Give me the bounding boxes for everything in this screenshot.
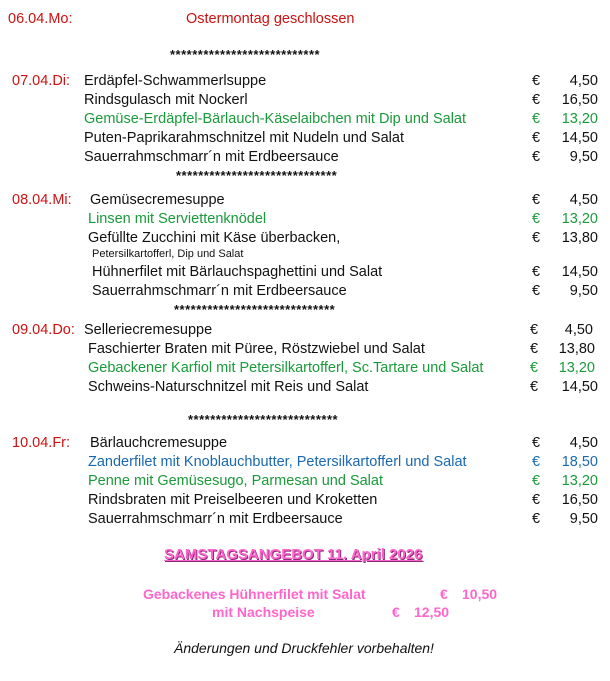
menu-item-price: 14,50 bbox=[561, 379, 598, 395]
day-date-tuesday: 07.04.Di: bbox=[12, 73, 71, 89]
euro-sign: € bbox=[530, 379, 539, 395]
menu-item-name: Selleriecremesuppe bbox=[84, 322, 213, 338]
euro-sign: € bbox=[532, 435, 541, 451]
euro-sign: € bbox=[532, 192, 541, 208]
menu-item-name: Zanderfilet mit Knoblauchbutter, Petersilkartofferl und Salat bbox=[88, 454, 467, 470]
day-date-friday: 10.04.Fr: bbox=[12, 435, 71, 451]
menu-item-price: 13,20 bbox=[561, 473, 598, 489]
euro-sign: € bbox=[530, 341, 539, 357]
day-date-thursday: 09.04.Do: bbox=[12, 322, 75, 338]
menu-item-price: 13,20 bbox=[561, 111, 598, 127]
euro-sign: € bbox=[532, 149, 541, 165]
special-offer-title: SAMSTAGSANGEBOT 11. April 2026 bbox=[164, 546, 423, 563]
menu-item-name: Gefüllte Zucchini mit Käse überbacken, bbox=[88, 230, 341, 246]
menu-item-price: 4,50 bbox=[569, 73, 598, 89]
menu-item-price: 18,50 bbox=[561, 454, 598, 470]
menu-item-price: 13,20 bbox=[561, 211, 598, 227]
menu-item-price: 9,50 bbox=[569, 149, 598, 165]
menu-item-price: 13,20 bbox=[558, 360, 595, 376]
euro-sign: € bbox=[532, 492, 541, 508]
menu-item-name: Sauerrahmschmarr´n mit Erdbeersauce bbox=[84, 149, 339, 165]
euro-sign: € bbox=[532, 211, 541, 227]
menu-item-name: Linsen mit Serviettenknödel bbox=[88, 211, 267, 227]
menu-item-name: Sauerrahmschmarr´n mit Erdbeersauce bbox=[88, 511, 343, 527]
menu-item-name: Rindsbraten mit Preiselbeeren und Kroketten bbox=[88, 492, 378, 508]
day-date-monday: 06.04.Mo: bbox=[8, 11, 73, 27]
euro-sign: € bbox=[532, 92, 541, 108]
day-date-wednesday: 08.04.Mi: bbox=[12, 192, 72, 208]
menu-item-price: 4,50 bbox=[564, 322, 593, 338]
menu-item-subtitle: Petersilkartofferl, Dip und Salat bbox=[92, 248, 244, 260]
menu-item-price: 14,50 bbox=[561, 264, 598, 280]
menu-item-price: 13,80 bbox=[558, 341, 595, 357]
separator-stars: *************************** bbox=[188, 412, 339, 427]
special-item-price: 10,50 bbox=[462, 586, 498, 602]
menu-item-price: 9,50 bbox=[569, 511, 598, 527]
menu-item-name: Puten-Paprikarahmschnitzel mit Nudeln und Salat bbox=[84, 130, 404, 146]
euro-sign: € bbox=[532, 230, 541, 246]
euro-sign: € bbox=[532, 73, 541, 89]
menu-item-price: 16,50 bbox=[561, 492, 598, 508]
separator-stars: *************************** bbox=[170, 47, 321, 62]
euro-sign: € bbox=[532, 130, 541, 146]
menu-item-name: Hühnerfilet mit Bärlauchspaghettini und Salat bbox=[92, 264, 383, 280]
menu-item-price: 4,50 bbox=[569, 192, 598, 208]
menu-item-price: 13,80 bbox=[561, 230, 598, 246]
menu-item-price: 16,50 bbox=[561, 92, 598, 108]
menu-item-name: Gebackener Karfiol mit Petersilkartofferl, Sc.Tartare und Salat bbox=[88, 360, 484, 376]
euro-sign: € bbox=[392, 604, 400, 620]
closed-notice: Ostermontag geschlossen bbox=[186, 11, 355, 27]
euro-sign: € bbox=[532, 283, 541, 299]
euro-sign: € bbox=[532, 111, 541, 127]
separator-stars: ***************************** bbox=[176, 168, 338, 183]
menu-item-name: Gemüse-Erdäpfel-Bärlauch-Käselaibchen mit Dip und Salat bbox=[84, 111, 467, 127]
menu-item-name: Gemüsecremesuppe bbox=[90, 192, 225, 208]
menu-item-price: 4,50 bbox=[569, 435, 598, 451]
menu-item-name: Faschierter Braten mit Püree, Röstzwiebel und Salat bbox=[88, 341, 425, 357]
euro-sign: € bbox=[440, 586, 448, 602]
special-item-addon-price: 12,50 bbox=[414, 604, 450, 620]
euro-sign: € bbox=[532, 511, 541, 527]
euro-sign: € bbox=[532, 454, 541, 470]
menu-item-name: Penne mit Gemüsesugo, Parmesan und Salat bbox=[88, 473, 383, 489]
menu-item-price: 9,50 bbox=[569, 283, 598, 299]
separator-stars: ***************************** bbox=[174, 302, 336, 317]
menu-item-name: Erdäpfel-Schwammerlsuppe bbox=[84, 73, 267, 89]
euro-sign: € bbox=[530, 322, 539, 338]
euro-sign: € bbox=[532, 473, 541, 489]
menu-item-name: Sauerrahmschmarr´n mit Erdbeersauce bbox=[92, 283, 347, 299]
menu-item-name: Schweins-Naturschnitzel mit Reis und Salat bbox=[88, 379, 369, 395]
euro-sign: € bbox=[530, 360, 539, 376]
menu-item-name: Bärlauchcremesuppe bbox=[90, 435, 228, 451]
euro-sign: € bbox=[532, 264, 541, 280]
special-item-addon: mit Nachspeise bbox=[212, 604, 315, 620]
disclaimer-footer: Änderungen und Druckfehler vorbehalten! bbox=[174, 640, 434, 656]
special-item-name: Gebackenes Hühnerfilet mit Salat bbox=[143, 586, 366, 602]
menu-item-price: 14,50 bbox=[561, 130, 598, 146]
menu-item-name: Rindsgulasch mit Nockerl bbox=[84, 92, 248, 108]
